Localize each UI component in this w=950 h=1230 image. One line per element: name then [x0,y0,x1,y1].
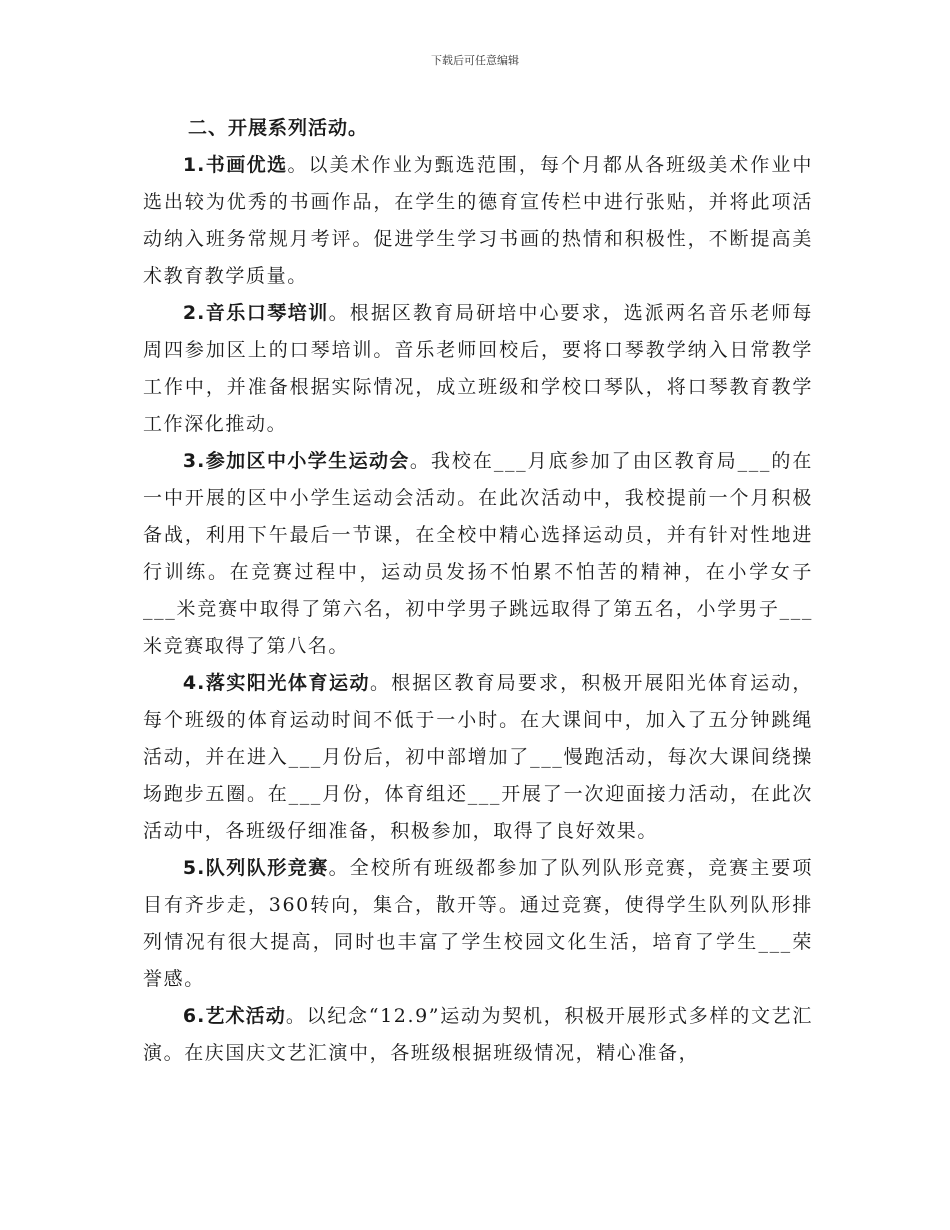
paragraph-sunshine-sports [143,665,813,850]
paragraph-harmonica [143,295,813,443]
paragraph-text: 。根据区教育局研培中心要求，选派两名音乐老师每周四参加区上的口琴培训。音乐老师回校后，要将口琴教学纳入日常教学工作中，并准备根据实际情况，成立班级和学校口琴队，将口琴教育教学工作深化推动。 [143,302,813,435]
paragraph-title: 1.书画优选 [182,154,288,176]
paragraph-text: 。全校所有班级都参加了队列队形竞赛，竞赛主要项目有齐步走，360转向，集合，散开等。通过竞赛，使得学生队列队形排列情况有很大提高，同时也丰富了学生校园文化生活，培育了学生___荣誉感。 [143,857,813,990]
paragraph-calligraphy [143,147,813,295]
paragraph-arts [143,998,813,1072]
paragraph-text: 。以纪念“12.9”运动为契机，积极开展形式多样的文艺汇演。在庆国庆文艺汇演中，各班级根据班级情况，精心准备， [143,1005,813,1064]
paragraph-sports-meet [143,443,813,665]
document-body [143,110,813,1072]
paragraph-text: 。我校在___月底参加了由区教育局___的在一中开展的区中小学生运动会活动。在此次活动中，我校提前一个月积极备战，利用下午最后一节课，在全校中精心选择运动员，并有针对性地进行训练。在竞赛过程中，运动员发扬不怕累不怕苦的精神，在小学女子___米竞赛中取得了第六名，初中学男子跳远取得了第五名，小学男子___米竞赛取得了第八名。 [143,450,813,657]
paragraph-title: 2.音乐口琴培训 [182,302,329,324]
page-header: 下载后可任意编辑 [431,54,519,67]
paragraph-text: 。以美术作业为甄选范围，每个月都从各班级美术作业中选出较为优秀的书画作品，在学生的德育宣传栏中进行张贴，并将此项活动纳入班务常规月考评。促进学生学习书画的热情和积极性，不断提高美术教育教学质量。 [143,154,813,287]
paragraph-formation-contest [143,850,813,998]
paragraph-title: 5.队列队形竞赛 [182,857,329,879]
paragraph-text: 。根据区教育局要求，积极开展阳光体育运动，每个班级的体育运动时间不低于一小时。在大课间中，加入了五分钟跳绳活动，并在进入___月份后，初中部增加了___慢跑活动，每次大课间绕操场跑步五圈。在___月份，体育组还___开展了一次迎面接力活动，在此次活动中，各班级仔细准备，积极参加，取得了良好效果。 [143,672,813,842]
paragraph-title: 3.参加区中小学生运动会 [182,450,410,472]
paragraph-title: 6.艺术活动 [182,1005,286,1027]
section-heading: 二、开展系列活动。 [188,117,369,139]
paragraph-title: 4.落实阳光体育运动 [182,672,370,694]
